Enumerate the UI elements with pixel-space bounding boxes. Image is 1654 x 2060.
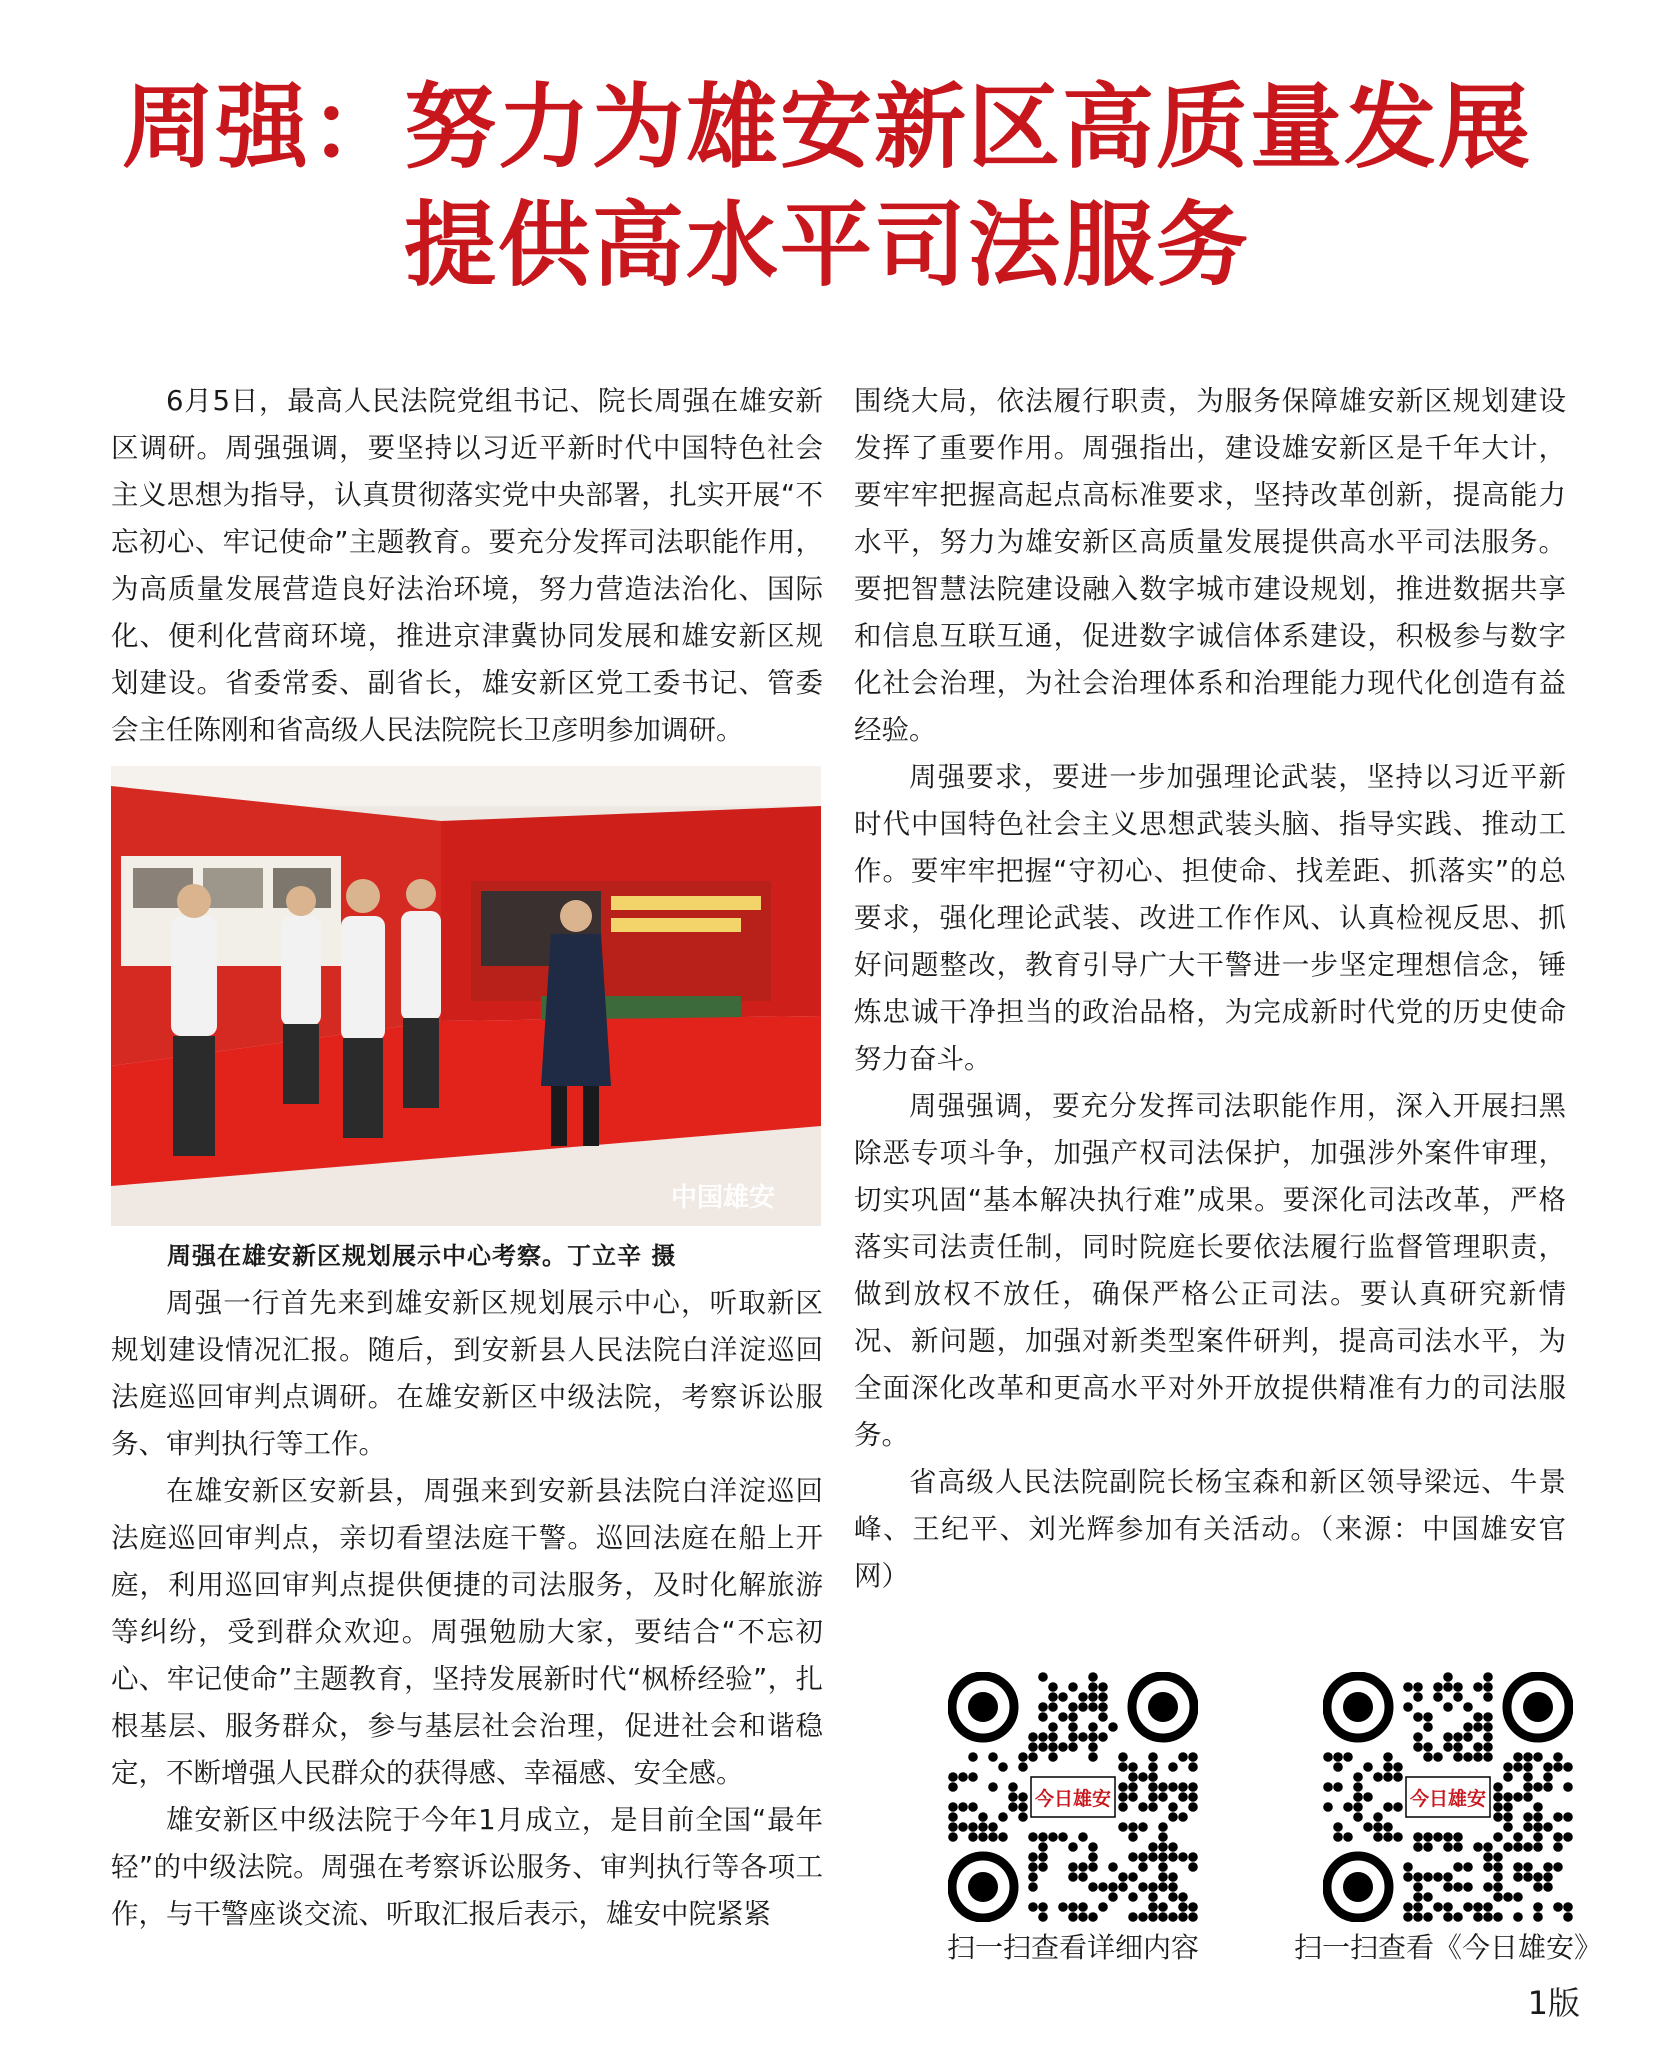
paragraph-4: 雄安新区中级法院于今年1月成立，是目前全国“最年轻”的中级法院。周强在考察诉讼服务、审判执行等各项工作，与干警座谈交流、听取汇报后表示，雄安中院紧紧 xyxy=(111,1804,823,1930)
page-number: 1版 xyxy=(1527,1984,1580,2022)
qr-code-newspaper[interactable] xyxy=(1283,1672,1613,1968)
right-column xyxy=(854,378,1566,1600)
photo-caption: 周强在雄安新区规划展示中心考察。丁立辛 摄 xyxy=(167,1241,677,1270)
qr-label-newspaper: 扫一扫查看《今日雄安》 xyxy=(1293,1931,1602,1964)
qr-code-detail[interactable] xyxy=(908,1672,1238,1968)
qr-label-detail: 扫一扫查看详细内容 xyxy=(946,1931,1199,1964)
qr-center-logo-text: 今日雄安 xyxy=(1409,1788,1487,1810)
title-line-1: 周强：努力为雄安新区高质量发展 xyxy=(121,73,1532,181)
paragraph-3: 在雄安新区安新县，周强来到安新县法院白洋淀巡回法庭巡回审判点，亲切看望法庭干警。巡回法庭在船上开庭，利用巡回审判点提供便捷的司法服务，及时化解旅游等纠纷，受到群众欢迎。周强勉励大家，要结合“不忘初心、牢记使命”主题教育，坚持发展新时代“枫桥经验”，扎根基层、服务群众，参与基层社会治理，促进社会和谐稳定，不断增强人民群众的获得感、幸福感、安全感。 xyxy=(111,1475,823,1789)
paragraph-6: 周强强调，要充分发挥司法职能作用，深入开展扫黑除恶专项斗争，加强产权司法保护，加强涉外案件审理，切实巩固“基本解决执行难”成果。要深化司法改革，严格落实司法责任制，同时院庭长要依法履行监督管理职责，做到放权不放任，确保严格公正司法。要认真研究新情况、新问题，加强对新类型案件研判，提高司法水平，为全面深化改革和更高水平对外开放提供精准有力的司法服务。 xyxy=(854,1090,1566,1451)
qr-code-image[interactable] xyxy=(1323,1672,1573,1922)
paragraph-7: 省高级人民法院副院长杨宝森和新区领导梁远、牛景峰、王纪平、刘光辉参加有关活动。（来源：中国雄安官网） xyxy=(854,1466,1566,1592)
news-photo xyxy=(111,766,821,1226)
paragraph-1: 6月5日，最高人民法院党组书记、院长周强在雄安新区调研。周强强调，要坚持以习近平新时代中国特色社会主义思想为指导，认真贯彻落实党中央部署，扎实开展“不忘初心、牢记使命”主题教育。要充分发挥司法职能作用，为高质量发展营造良好法治环境，努力营造法治化、国际化、便利化营商环境，推进京津冀协同发展和雄安新区规划建设。省委常委、副省长，雄安新区党工委书记、管委会主任陈刚和省高级人民法院院长卫彦明参加调研。 xyxy=(111,385,823,746)
paragraph-2: 周强一行首先来到雄安新区规划展示中心，听取新区规划建设情况汇报。随后，到安新县人民法院白洋淀巡回法庭巡回审判点调研。在雄安新区中级法院，考察诉讼服务、审判执行等工作。 xyxy=(111,1287,823,1460)
qr-center-logo-text: 今日雄安 xyxy=(1034,1788,1112,1810)
paragraph-5: 周强要求，要进一步加强理论武装，坚持以习近平新时代中国特色社会主义思想武装头脑、指导实践、推动工作。要牢牢把握“守初心、担使命、找差距、抓落实”的总要求，强化理论武装、改进工作作风、认真检视反思、抓好问题整改，教育引导广大干警进一步坚定理想信念，锤炼忠诚干净担当的政治品格，为完成新时代党的历史使命努力奋斗。 xyxy=(854,761,1566,1075)
article-title xyxy=(0,68,1654,304)
title-line-2: 提供高水平司法服务 xyxy=(403,191,1250,299)
photo-watermark: 中国雄安 xyxy=(671,1183,776,1213)
qr-code-image[interactable] xyxy=(948,1672,1198,1922)
paragraph-4-continued: 围绕大局，依法履行职责，为服务保障雄安新区规划建设发挥了重要作用。周强指出，建设雄安新区是千年大计，要牢牢把握高起点高标准要求，坚持改革创新，提高能力水平，努力为雄安新区高质量发展提供高水平司法服务。要把智慧法院建设融入数字城市建设规划，推进数据共享和信息互联互通，促进数字诚信体系建设，积极参与数字化社会治理，为社会治理体系和治理能力现代化创造有益经验。 xyxy=(854,385,1566,746)
left-column xyxy=(111,378,823,1938)
